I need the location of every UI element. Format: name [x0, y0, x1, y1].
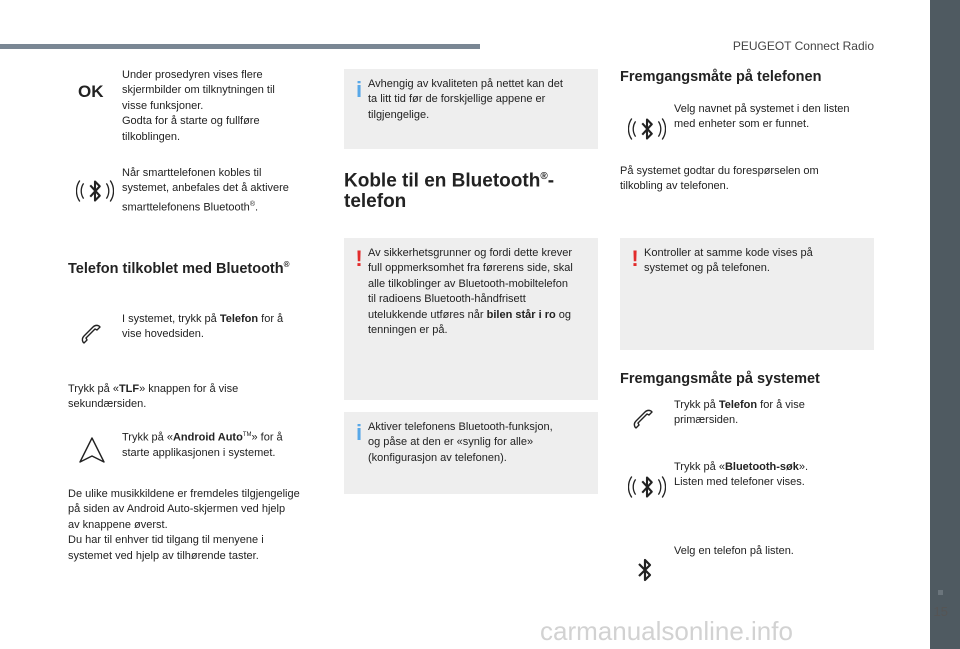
bluetooth-circle-icon	[628, 468, 666, 506]
page-side-bar	[930, 0, 960, 649]
section-heading-systemet: Fremgangsmåte på systemet	[620, 371, 820, 387]
warning-box-safety-text: Av sikkerhetsgrunner og fordi dette krever full oppmerksomhet fra førerens side, skal alle tilkoblinger av Bluetooth-mobiltelefon til radioens Bluetooth-håndfrisett utelukkende utføres når bilen står i ro og tenningen er på.	[368, 247, 573, 337]
warning-box-code-text: Kontroller at samme kode vises på systemet og på telefonen.	[644, 247, 813, 275]
section-heading-telefonen: Fremgangsmåte på telefonen	[620, 69, 822, 85]
warning-icon: !	[355, 246, 363, 271]
phone-handset-icon	[630, 406, 656, 432]
watermark: carmanualsonline.info	[540, 616, 793, 646]
info-icon: i	[355, 77, 363, 102]
header-rule	[0, 44, 480, 49]
page-number: 15	[933, 604, 948, 619]
page-dot-marker	[938, 590, 943, 595]
accept-request-paragraph: På systemet godtar du forespørselen om tilkobling av telefonen.	[620, 165, 819, 193]
android-auto-paragraph: Trykk på «Android Auto™» for å starte applikasjonen i systemet.	[122, 431, 283, 460]
info-box-network-text: Avhengig av kvaliteten på nettet kan det ta litt tid før de forskjellige appene er tilgjengelige.	[368, 78, 563, 121]
select-system-paragraph: Velg navnet på systemet i den listen med enheter som er funnet.	[674, 103, 850, 131]
info-box-network	[344, 69, 598, 149]
select-phone-paragraph: Velg en telefon på listen.	[674, 545, 794, 557]
phone-handset-icon	[78, 321, 104, 347]
bluetooth-circle-icon	[76, 172, 114, 210]
ok-paragraph: Under prosedyren vises flere skjermbilder om tilknytningen til visse funksjoner. Godta for å starte og fullføre tilkoblingen.	[122, 69, 275, 143]
section-heading-koble-til: Koble til en Bluetooth®- telefon	[344, 170, 555, 213]
info-box-visibility	[344, 412, 598, 494]
page-header-title: PEUGEOT Connect Radio	[732, 39, 874, 53]
info-icon: i	[355, 420, 363, 445]
info-box-visibility-text: Aktiver telefonens Bluetooth-funksjon, og påse at den er «synlig for alle» (konfigurasjon av telefonen).	[368, 421, 553, 464]
section-heading-telefon-tilkoblet: Telefon tilkoblet med Bluetooth®	[68, 260, 290, 277]
phone-paragraph: I systemet, trykk på Telefon for å vise hovedsiden.	[122, 313, 284, 341]
warning-box-safety	[344, 238, 598, 400]
android-auto-icon	[76, 434, 108, 466]
system-phone-paragraph: Trykk på Telefon for å vise primærsiden.	[674, 399, 805, 427]
music-sources-paragraph: De ulike musikkildene er fremdeles tilgjengelige på siden av Android Auto-skjermen ved hjelp av knappene øverst. Du har til enhver tid tilgang til menyene i systemet ved hjelp av tilhørende taster.	[68, 488, 300, 562]
ok-icon: OK	[78, 82, 104, 101]
tlf-paragraph: Trykk på «TLF» knappen for å vise sekundærsiden.	[68, 383, 239, 411]
bluetooth-circle-icon	[628, 110, 666, 148]
bluetooth-search-paragraph: Trykk på «Bluetooth-søk». Listen med telefoner vises.	[674, 461, 809, 489]
bluetooth-icon	[634, 555, 656, 585]
bluetooth-paragraph: Når smarttelefonen kobles til systemet, anbefales det å aktivere smarttelefonens Bluetooth®.	[122, 167, 289, 214]
warning-icon: !	[631, 246, 639, 271]
warning-box-code	[620, 238, 874, 350]
